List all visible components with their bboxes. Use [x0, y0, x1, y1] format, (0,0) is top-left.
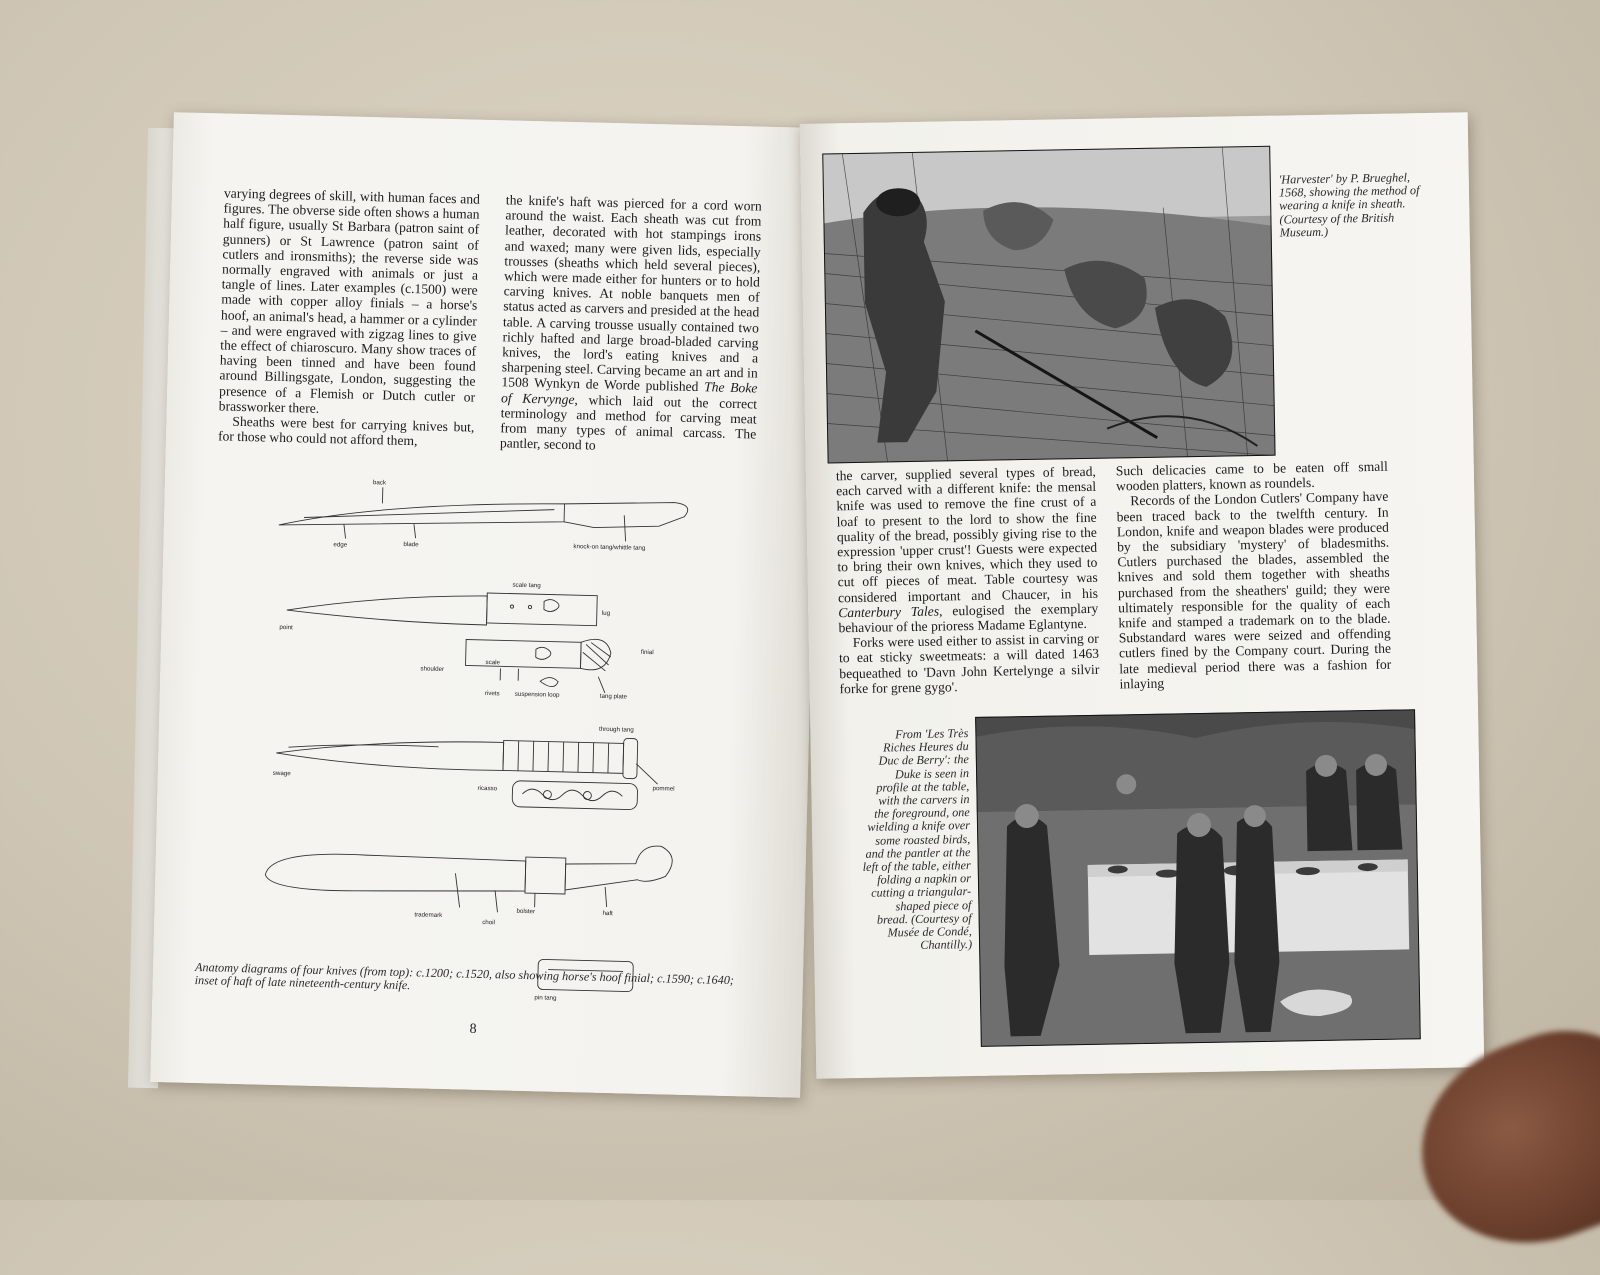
harvester-engraving-art [822, 146, 1275, 464]
label-back: back [373, 479, 387, 486]
left-col1-para-1: varying degrees of skill, with human faces and figures. The obverse side often shows a human half figure, usually St Barbara (patron saint of gunners) or St Lawrence (patron saint of cutlers and ironsmiths); the reverse side was normally engraved with animals or just a tangle of lines. Later examples (c.1500) were made with copper alloy finials – a horse's hoof, an animal's head, a hammer or a cylinder – and were engraved with zigzag lines to give the effect of chiaroscuro. Many show traces of having been tinned and have been found around Billingsgate, London, suggesting the presence of a Flemish or Dutch cutler or brassworker there. [219, 185, 480, 419]
knife-1-c1200 [279, 485, 688, 547]
label-trademark: trademark [414, 911, 443, 919]
tres-riches-heures-caption: From 'Les Très Riches Heures du Duc de Berry': the Duke is seen in profile at the table, with the carvers in the foreground, one wielding a knife over some roasted birds, and the pantler at the left of the table, either folding a napkin or cutting a triangular-shaped piece of bread. (Courtesy of Musée de Condé, Chantilly.) [860, 727, 972, 953]
right-col1-text-a: the carver, supplied several types of bread, each carved with a different knife: the mensal knife was used to remove the fine crust of a loaf to present to the lord to show the fine quality of the bread, possibly giving rise to the expression 'upper crust'! Guests were expected to bring their own knives, which they used to cut off pieces of meat. Table courtesy was considered important and Chaucer, in his [836, 464, 1098, 605]
right-page [800, 112, 1485, 1079]
label-through-tang: through tang [599, 726, 634, 734]
right-col1-para-1 [836, 464, 1099, 636]
label-knock-on-tang: knock-on tang/whittle tang [573, 543, 646, 552]
knife-anatomy-diagram [252, 475, 705, 1006]
left-page [150, 112, 824, 1098]
label-rivets: rivets [485, 690, 500, 697]
left-col1-para-2: Sheaths were best for carrying knives but, for those who could not afford them, [218, 413, 475, 450]
label-scale: scale [486, 659, 501, 666]
label-suspension-loop: suspension loop [515, 691, 560, 699]
right-col1-text-b: , eulogised the exemplary behaviour of the prioress Madame Eglantyne. [838, 601, 1098, 636]
label-choil: choil [482, 919, 495, 926]
label-edge: edge [333, 541, 347, 548]
label-lug: lug [602, 610, 611, 617]
left-column-2 [500, 192, 762, 457]
label-pin-tang: pin tang [534, 994, 557, 1002]
label-shoulder: shoulder [420, 665, 444, 673]
label-swage: swage [273, 770, 292, 777]
left-col2-text-b: , which laid out the correct terminology and method for carving meat from many types of animal carcass. The pantler, second to [500, 392, 757, 453]
knife-2-c1520 [285, 588, 612, 693]
label-scale-tang: scale tang [512, 582, 541, 590]
book-title-boke-of-kervynge: The Boke of Kervynge [501, 380, 758, 407]
right-col1-para-2: Forks were used either to assist in carving or to eat sticky sweetmeats: a will dated 1463 bequeathed to 'Davn John Kertelynge a silvir forke for grene gygo'. [839, 631, 1100, 696]
right-column-1 [836, 464, 1100, 697]
left-col2-text-a: the knife's haft was pierced for a cord worn around the waist. Each sheath was cut from leather, decorated with hot stampings irons and waxed; many were given lids, especially trousses (sheaths which held several pieces), which were made either for hunters or to hold carving knives. At noble banquets men of status acted as carvers and presided at the head table. A carving trousse usually contained two richly hafted and large broad-bladed carving knives, the lord's eating knives and a sharpening steel. Carving became an art and in 1508 Wynkyn de Worde published [501, 192, 762, 394]
label-tang-plate: tang plate [600, 693, 628, 701]
harvester-caption: 'Harvester' by P. Brueghel, 1568, showing the method of wearing a knife in sheath. (Courtesy of the British Museum.) [1279, 171, 1430, 240]
tres-riches-heures-art [975, 709, 1421, 1047]
book-title-canterbury-tales: Canterbury Tales [838, 603, 939, 620]
left-column-1 [218, 185, 480, 450]
label-haft: haft [602, 910, 613, 917]
right-col2-para-2: Records of the London Cutlers' Company have been traced back to the twelfth century. In London, knife and weapon blades were produced by the subsidiary 'mystery' of bladesmiths. Cutlers purchased the blades, assembled the knives and sold them together with sheaths purchased from the sheathers' guild; they were ultimately responsible for the quality of each knife and stamped a trademark on to the blade. Substandard wares were seized and offending cutlers fined by the Company court. During the late medieval period there was a fashion for inlaying [1116, 489, 1391, 691]
tres-riches-heures-miniature [975, 709, 1421, 1047]
label-pommel: pommel [652, 785, 674, 793]
diagram-caption: Anatomy diagrams of four knives (from top): c.1200; c.1520, also showing horse's hoof finial; c.1590; c.1640; inset of haft of late nineteenth-century knife. [195, 961, 755, 1001]
label-blade: blade [403, 541, 419, 548]
right-col2-para-1: Such delicacies came to be eaten off small wooden platters, known as roundels. [1116, 459, 1388, 494]
harvester-engraving [822, 146, 1275, 464]
right-column-2 [1116, 459, 1392, 692]
label-bolster: bolster [516, 908, 535, 915]
page-number: 8 [469, 1022, 476, 1038]
knife-3-c1590 [275, 730, 659, 810]
label-finial: finial [641, 649, 654, 656]
label-point: point [279, 624, 293, 631]
left-col2-para-1 [500, 192, 762, 457]
label-ricasso: ricasso [477, 785, 497, 792]
